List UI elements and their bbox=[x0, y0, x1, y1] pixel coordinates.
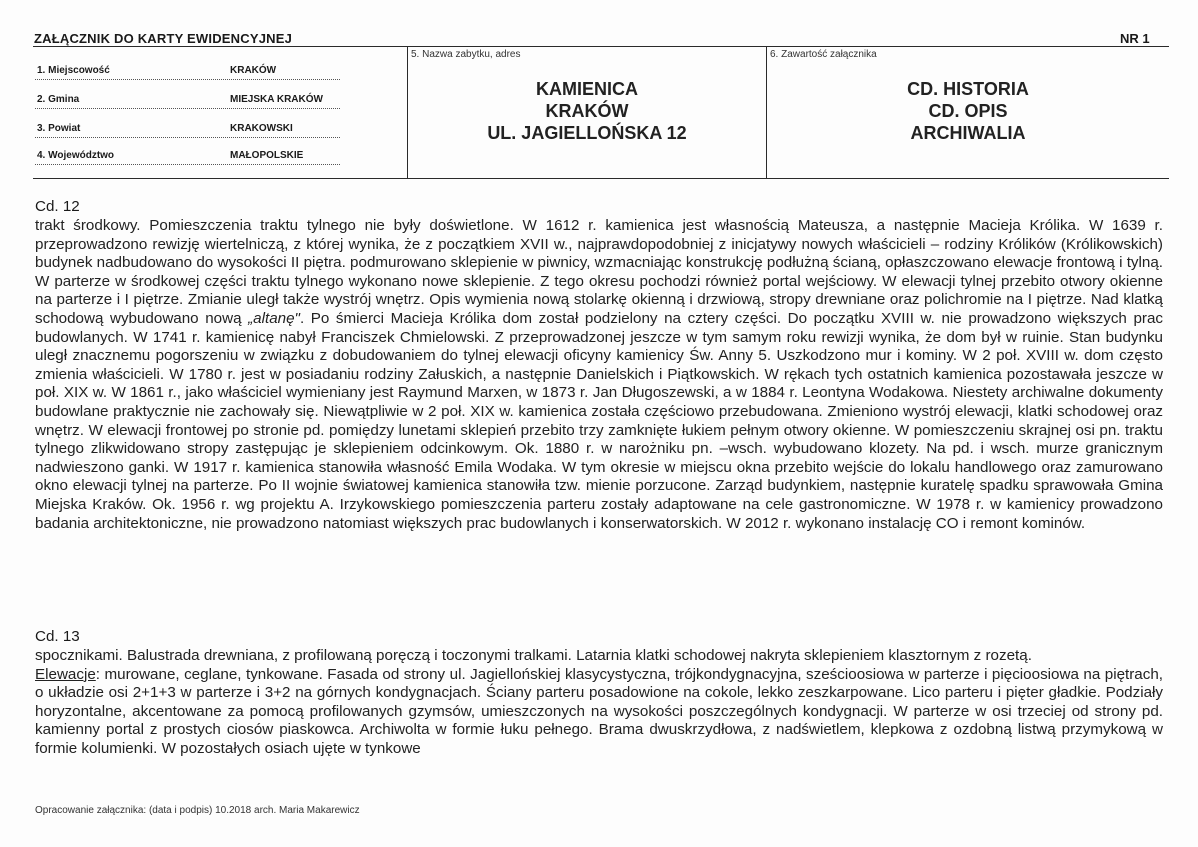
field-label-voivodeship: 4. Województwo bbox=[37, 150, 115, 161]
monument-title bbox=[408, 78, 766, 144]
field-value-commune: MIEJSKA KRAKÓW bbox=[230, 94, 323, 105]
footer-prepared-by: Opracowanie załącznika: (data i podpis) 10.2018 arch. Maria Makarewicz bbox=[35, 805, 360, 816]
attachment-number: NR 1 bbox=[1120, 31, 1150, 46]
field-divider bbox=[35, 79, 340, 80]
contents-line-2: CD. OPIS bbox=[928, 101, 1008, 121]
field-label-commune: 2. Gmina bbox=[37, 94, 80, 105]
attachment-title: ZAŁĄCZNIK DO KARTY EWIDENCYJNEJ bbox=[34, 31, 293, 46]
contents-label: 6. Zawartość załącznika bbox=[770, 49, 877, 60]
field-value-locality: KRAKÓW bbox=[230, 65, 277, 76]
text-run: spocznikami. Balustrada drewniana, z profilowaną poręczą i toczonymi tralkami. Latarnia klatki schodowej nakryta sklepieniem klasztornym z rozetą. bbox=[35, 647, 1032, 664]
field-label-locality: 1. Miejscowość bbox=[37, 65, 110, 76]
field-label-county: 3. Powiat bbox=[37, 123, 81, 134]
field-divider bbox=[35, 108, 340, 109]
field-value-voivodeship: MAŁOPOLSKIE bbox=[230, 150, 304, 161]
monument-line-3: UL. JAGIELLOŃSKA 12 bbox=[487, 123, 687, 143]
paragraph bbox=[35, 666, 1163, 759]
field-divider bbox=[35, 164, 340, 165]
field-value-county: KRAKOWSKI bbox=[230, 123, 293, 134]
field-divider bbox=[35, 137, 340, 138]
text-run: . Po śmierci Macieja Królika dom został podzielony na cztery części. Do początku XVIII w. nie prowadzono większych prac budowlanych. W 1741 r. kamienicę nabył Franciszek Chmielowski. Z przeprowadzonej jeszcze w tym samym roku rewizji wynika, że dom był w ruinie. Stan budynku uległ znacznemu pogorszeniu w związku z dobudowaniem do tylnej elewacji oficyny kamienicy Św. Anny 5. Uszkodzono mur i kominy. W 2 poł. XVIII w. dom często zmienia właścicieli. W 1780 r. jest w posiadaniu rodziny Załuskich, a następnie Danielskich i Piątkowskich. W rękach tych ostatnich kamienica pozostawała jeszcze w poł. XIX w. W 1861 r., jako właściciel wymieniany jest Raymund Marxen, w 1873 r. Jan Długoszewski, a w 1884 r. Leontyna Wodakowa. Niestety archiwalne dokumenty budowlane praktycznie nie zachowały się. Niewątpliwie w 2 poł. XIX w. kamienica została częściowo przebudowana. Zmieniono wystrój elewacji, klatki schodowej oraz wnętrz. W elewacji frontowej po stronie pd. pomiędzy lunetami sklepień przebito trzy zamknięte łukiem pełnym otwory okienne. W pomieszczeniu skrajnej osi pn. traktu tylnego zlikwidowano stropy zastępując je sklepieniem odcinkowym. Ok. 1880 r. w narożniku pn. –wsch. wybudowano klozety. Na pd. i wsch. murze granicznym nadwieszono ganki. W 1917 r. kamienica stanowiła własność Emila Wodaka. W tym okresie w miejscu okna przebito wejście do lokalu handlowego oraz zamurowano okno elewacji tylnej na parterze. Po II wojnie światowej kamienica stanowiła tzw. mienie porzucone. Zarząd budynkiem, następnie kuratelę spadku sprawowała Gmina Miejska Kraków. Ok. 1956 r. wg projektu A. Irzykowskiego pomieszczenia parteru zostały adaptowane na cele gastronomiczne. W 1978 r. w kamienicy prowadzono badania architektoniczne, nie prowadzono natomiast większych prac budowlanych i konserwatorskich. W 2012 r. wykonano instalację CO i remont kominów. bbox=[35, 309, 1163, 532]
text-run: trakt środkowy. Pomieszczenia traktu tylnego nie były doświetlone. W 1612 r. kamienica jest własnością Mateusza, a następnie Macieja Królika. W 1639 r. przeprowadzono rewizję wiertelniczą, z której wynika, że z początkiem XVII w., najprawdopodobniej z inicjatywy nowych właścicieli – rodziny Królików (Królikowskich) budynek nadbudowano do wysokości II piętra. podmurowano sklepienie w piwnicy, wzmacniając konstrukcję podłużną ścianą, opłaszczowano elewacje frontową i tylną. W parterze w środkowej części traktu tylnego wykonano nowe sklepienie. Z tego okresu pochodzi również portal wejściowy. W elewacji tylnej przebito otwory okienne na parterze i I piętrze. Zmianie uległ także wystrój wnętrz. Opis wymienia nową stolarkę okienną i drzwiową, stropy drewniane oraz polichromie na I piętrze. Nad klatką schodową wybudowano nową bbox=[35, 217, 1163, 327]
text-emphasis: „altanę" bbox=[248, 309, 300, 327]
contents-title bbox=[767, 78, 1169, 144]
monument-line-2: KRAKÓW bbox=[545, 101, 629, 121]
elevations-label: Elewacje bbox=[35, 665, 96, 683]
monument-label: 5. Nazwa zabytku, adres bbox=[411, 49, 521, 60]
section-text-cd13 bbox=[35, 647, 1163, 759]
paragraph bbox=[35, 217, 1163, 533]
header-bottom-rule bbox=[33, 178, 1169, 179]
fields-block bbox=[33, 47, 406, 177]
paragraph bbox=[35, 647, 1163, 666]
section-heading-cd13: Cd. 13 bbox=[35, 628, 80, 645]
contents-line-1: CD. HISTORIA bbox=[907, 79, 1029, 99]
section-text-cd12 bbox=[35, 217, 1163, 533]
section-heading-cd12: Cd. 12 bbox=[35, 198, 80, 215]
text-run: : murowane, ceglane, tynkowane. Fasada od strony ul. Jagiellońskiej klasycystyczna, trójkondygnacyjna, sześcioosiowa w parterze i pięcioosiowa na piętrach, o układzie osi 2+1+3 w parterze i 3+2 na górnych kondygnacjach. Ściany parteru posadowione na cokole, lekko zeszkarpowane. Lico parteru i pięter gładkie. Podziały horyzontalne, akcentowane za pomocą profilowanych gzymsów, umieszczonych na wysokości poszczególnych kondygnacji. W parterze w osi trzeciej od strony pd. kamienny portal z prostych ciosów piaskowca. Archiwolta w formie łuku pełnego. Brama dwuskrzydłowa, z nadświetlem, klepkowa z ozdobną listwą przymykową w formie kolumienki. W pozostałych osiach ujęte w tynkowe bbox=[35, 665, 1163, 757]
monument-line-1: KAMIENICA bbox=[536, 79, 638, 99]
contents-line-3: ARCHIWALIA bbox=[910, 123, 1026, 143]
